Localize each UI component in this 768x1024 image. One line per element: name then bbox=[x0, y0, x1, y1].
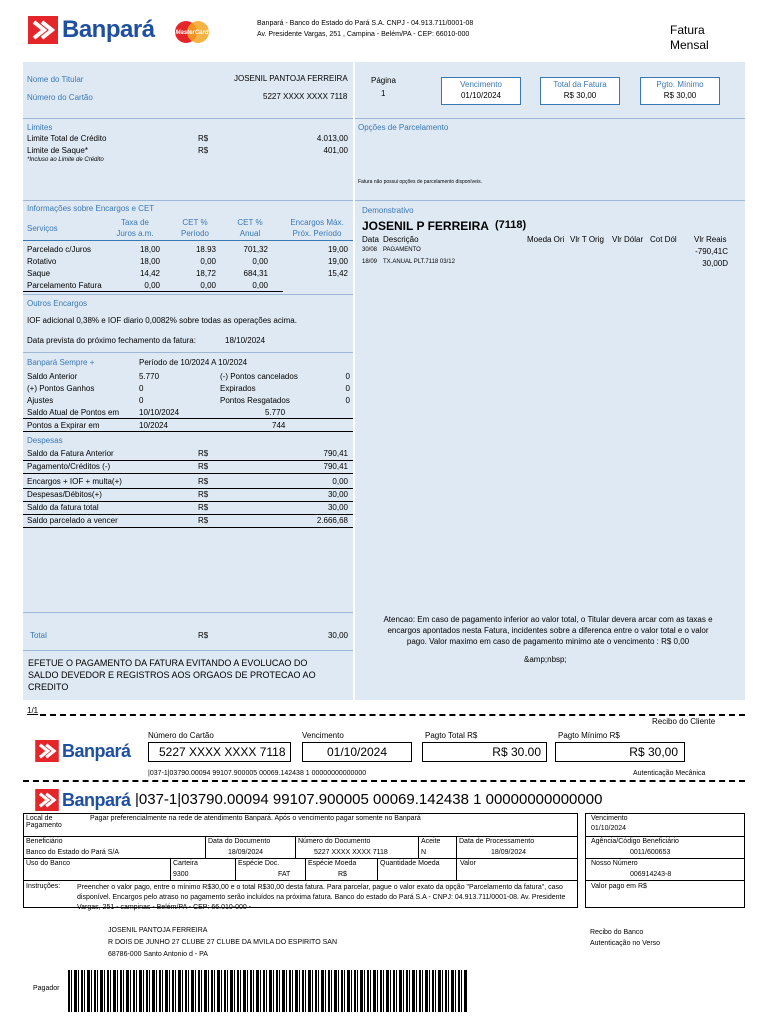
payer-address: R DOIS DE JUNHO 27 CLUBE 27 CLUBE DA MVILA DO ESPIRITO SAN bbox=[108, 939, 337, 946]
invoice-total-box bbox=[540, 77, 620, 105]
bank-receipt-label: Recibo do Banco bbox=[590, 929, 644, 936]
page-label: Página bbox=[371, 76, 396, 85]
payer-name: JOSENIL PANTOJA FERREIRA bbox=[108, 927, 208, 934]
installments-note: Fatura não possui opções de parcelamento disponíveis. bbox=[358, 179, 482, 185]
slip-local: Pagar preferencialmente na rede de atendimento Banpará. Após o vencimento pagar somente no Banpará bbox=[90, 815, 421, 822]
min-payment-label: Pgto. Mínimo bbox=[656, 80, 704, 89]
charge-cet-year: 684,31 bbox=[243, 269, 268, 278]
slip-due: 01/10/2024 bbox=[591, 825, 627, 832]
expense-label: Pagamento/Créditos (-) bbox=[27, 462, 111, 471]
auth-verso-label: Autenticação no Verso bbox=[590, 940, 661, 947]
due-date-box bbox=[441, 77, 521, 105]
points-prev: 5.770 bbox=[139, 372, 160, 381]
payment-warning-banner: EFETUE O PAGAMENTO DA FATURA EVITANDO A EVOLUCAO DO SALDO DEVEDOR E REGISTROS AOS ORGAOS DE PROTECAO AO CREDITO bbox=[28, 658, 316, 692]
credit-limit-value: 4.013,00 bbox=[316, 134, 348, 143]
charge-cet-period: 18.93 bbox=[195, 245, 216, 254]
banpara-logo-receipt: Banpará bbox=[35, 740, 131, 762]
slip-carteira: 9300 bbox=[173, 871, 189, 878]
barcode bbox=[68, 970, 468, 1012]
points-current: 5.770 bbox=[265, 408, 286, 417]
statement-date: 18/09 bbox=[362, 259, 378, 265]
max-charges-header-2: Próx. Período bbox=[292, 229, 342, 238]
slip-especie-moeda: R$ bbox=[338, 871, 347, 878]
slip-proc-date-label: Data de Processamento bbox=[459, 838, 535, 845]
points-earned-label: (+) Pontos Ganhos bbox=[27, 384, 95, 393]
charge-cet-period: 0,00 bbox=[200, 257, 216, 266]
points-expire-label: Pontos a Expirar em bbox=[27, 421, 100, 430]
payer-label: Pagador bbox=[33, 985, 60, 992]
statement-card: (7118) bbox=[495, 219, 527, 231]
closing-date-label: Data prevista do próximo fechamento da fatura: bbox=[27, 336, 196, 345]
withdraw-limit-value: 401,00 bbox=[323, 146, 348, 155]
points-earned: 0 bbox=[139, 384, 144, 393]
expense-label: Encargos + IOF + multa(+) bbox=[27, 477, 122, 486]
slip-paid-label: Valor pago em R$ bbox=[591, 883, 647, 890]
due-date-value: 01/10/2024 bbox=[460, 91, 502, 100]
bank-address-line2: Av. Presidente Vargas, 251 , Campina - Belém/PA - CEP: 66010-000 bbox=[257, 31, 470, 38]
banpara-logo-icon bbox=[35, 740, 59, 762]
slip-qty-label: Quantidade Moeda bbox=[380, 860, 440, 867]
slip-our-number: 006914243-8 bbox=[630, 871, 672, 878]
banpara-logo-slip: Banpará bbox=[35, 789, 131, 811]
closing-date: 18/10/2024 bbox=[225, 336, 266, 345]
statement-holder: JOSENIL P FERREIRA bbox=[362, 219, 489, 233]
expense-currency: R$ bbox=[198, 462, 209, 471]
banpara-logo-icon bbox=[35, 789, 59, 811]
slip-doc-number-label: Número do Documento bbox=[298, 838, 371, 845]
slip-agency: 0011/600653 bbox=[630, 849, 671, 856]
card-number: 5227 XXXX XXXX 7118 bbox=[263, 92, 348, 101]
max-charges-header-1: Encargos Máx. bbox=[290, 218, 344, 227]
points-expire: 744 bbox=[272, 421, 286, 430]
slip-benef: Banco do Estado do Pará S/A bbox=[26, 849, 120, 856]
payer-city: 68786-000 Santo Antonio d - PA bbox=[108, 951, 208, 958]
invoice-total-label: Total da Fatura bbox=[553, 80, 607, 89]
expense-value: 790,41 bbox=[323, 449, 348, 458]
slip-carteira-label: Carteira bbox=[173, 860, 198, 867]
slip-proc-date: 18/09/2024 bbox=[491, 849, 527, 856]
expense-currency: R$ bbox=[198, 490, 209, 499]
slip-doc-number: 5227 XXXX XXXX 7118 bbox=[314, 849, 388, 856]
statement-date-header: Data bbox=[362, 235, 379, 244]
receipt-total: R$ 30.00 bbox=[422, 742, 547, 762]
charge-rate: 18,00 bbox=[139, 245, 160, 254]
charges-title: Informações sobre Encargos e CET bbox=[27, 204, 155, 213]
expense-value: 0,00 bbox=[332, 477, 348, 486]
points-current-date: 10/10/2024 bbox=[139, 408, 180, 417]
min-payment-warning: Atencao: Em caso de pagamento inferior ao valor total, o Titular devera arcar com as taxas e encargos apontados nesta Fatura, incidentes sobre a diferenca entre o valor total e o valor pago. Valor maximo em caso de pagamento minimo ate o vencimento : R$ 0,00 bbox=[383, 615, 713, 646]
slip-especie-doc: FAT bbox=[278, 871, 291, 878]
slip-instructions: Preencher o valor pago, entre o mínimo R$30,00 e o total R$30,00 desta fatura. Para parcelar, pague o valor exato da opção "Parcelamento da fatura", caso disponível. Encargos pelo atraso no pagamento serão incluídos na próxima fatura. Banco do estado do Pará S.A - CNPJ: 04.913.711/0001-08. Av. Presidente Vargas, 251 - campinas - Belém/PA - CEP: 66.010-000 - bbox=[77, 884, 566, 911]
receipt-card-label: Número do Cartão bbox=[148, 731, 214, 740]
statement-currency-header: Moeda Ori bbox=[527, 235, 565, 244]
slip-especie-doc-label: Espécie Doc. bbox=[238, 860, 280, 867]
client-receipt-label: Recibo do Cliente bbox=[652, 717, 716, 726]
cet-year-header-2: Anual bbox=[239, 229, 261, 238]
slip-local-label: Local de Pagamento bbox=[26, 815, 62, 829]
due-date-label: Vencimento bbox=[460, 80, 502, 89]
charge-cet-period: 0,00 bbox=[200, 281, 216, 290]
expense-value: 30,00 bbox=[327, 490, 348, 499]
slip-aceite-label: Aceite bbox=[421, 838, 441, 845]
points-period: Período de 10/2024 A 10/2024 bbox=[139, 358, 248, 367]
charge-service: Parcelamento Fatura bbox=[27, 281, 102, 290]
expense-value: 790,41 bbox=[323, 462, 348, 471]
statement-title: Demonstrativo bbox=[362, 206, 414, 215]
receipt-due-label: Vencimento bbox=[302, 731, 344, 740]
services-header: Serviços bbox=[27, 224, 58, 233]
points-expired-label: Expirados bbox=[220, 384, 256, 393]
mastercard-label: MasterCard bbox=[175, 30, 209, 36]
credit-limit-currency: R$ bbox=[198, 134, 209, 143]
slip-benef-label: Beneficiário bbox=[26, 838, 63, 845]
credit-limit-label: Limite Total de Crédito bbox=[27, 134, 107, 143]
min-payment-value: R$ 30,00 bbox=[663, 91, 697, 100]
points-expire-date: 10/2024 bbox=[139, 421, 168, 430]
expense-currency: R$ bbox=[198, 503, 209, 512]
charge-cet-year: 701,32 bbox=[243, 245, 268, 254]
expense-label: Saldo parcelado a vencer bbox=[27, 516, 118, 525]
slip-value-label: Valor bbox=[460, 860, 476, 867]
charge-service: Saque bbox=[27, 269, 51, 278]
slip-digitable-line: |037-1|03790.00094 99107.900005 00069.142438 1 00000000000000 bbox=[135, 791, 603, 808]
total-currency: R$ bbox=[198, 631, 209, 640]
page-fraction: 1/1 bbox=[27, 706, 39, 715]
points-current-label: Saldo Atual de Pontos em bbox=[27, 408, 120, 417]
statement-rate-header: Cot Dól bbox=[650, 235, 677, 244]
points-adjust: 0 bbox=[139, 396, 144, 405]
expenses-title: Despesas bbox=[27, 436, 63, 445]
banpara-logo-icon bbox=[28, 16, 58, 44]
points-cancelled: 0 bbox=[345, 372, 350, 381]
withdraw-limit-label: Limite de Saque* bbox=[27, 146, 88, 155]
charge-cet-year: 0,00 bbox=[252, 257, 268, 266]
slip-bank-use-label: Uso do Banco bbox=[26, 860, 70, 867]
rate-header-1: Taxa de bbox=[120, 218, 150, 227]
slip-especie-moeda-label: Espécie Moeda bbox=[308, 860, 357, 867]
cet-period-header-2: Período bbox=[180, 229, 210, 238]
points-prev-label: Saldo Anterior bbox=[27, 372, 78, 381]
statement-brl-header: Vlr Reais bbox=[694, 235, 727, 244]
charge-cet-year: 0,00 bbox=[252, 281, 268, 290]
charge-service: Parcelado c/Juros bbox=[27, 245, 92, 254]
charge-rate: 14,42 bbox=[139, 269, 160, 278]
slip-doc-date: 18/09/2024 bbox=[228, 849, 264, 856]
bank-address-line1: Banpará - Banco do Estado do Pará S.A. CNPJ - 04.913.711/0001-08 bbox=[257, 20, 474, 27]
installments-title: Opções de Parcelamento bbox=[358, 123, 449, 132]
holder-name-label: Nome do Titular bbox=[27, 75, 84, 84]
expense-currency: R$ bbox=[198, 477, 209, 486]
statement-orig-header: Vlr T Orig bbox=[570, 235, 604, 244]
receipt-auth-label: Autenticação Mecânica bbox=[633, 770, 706, 777]
card-number-label: Número do Cartão bbox=[27, 93, 93, 102]
other-charges-title: Outros Encargos bbox=[27, 299, 88, 308]
receipt-min: R$ 30,00 bbox=[555, 742, 685, 762]
total-value: 30,00 bbox=[327, 631, 348, 640]
cet-period-header-1: CET % bbox=[182, 218, 208, 227]
invoice-total-value: R$ 30,00 bbox=[563, 91, 597, 100]
expense-value: 2.666,68 bbox=[316, 516, 348, 525]
receipt-total-label: Pagto Total R$ bbox=[425, 731, 478, 740]
banpara-logo: Banpará bbox=[28, 16, 155, 44]
charge-cet-period: 18,72 bbox=[195, 269, 216, 278]
expense-value: 30,00 bbox=[327, 503, 348, 512]
statement-date: 30/08 bbox=[362, 247, 378, 253]
iof-text: IOF adicional 0,38% e IOF diario 0,0082% sobre todas as operações acima. bbox=[27, 316, 297, 325]
doc-title-2: Mensal bbox=[670, 38, 709, 52]
right-panel bbox=[355, 62, 745, 700]
expense-label: Despesas/Débitos(+) bbox=[27, 490, 102, 499]
page-number: 1 bbox=[381, 89, 386, 98]
receipt-due: 01/10/2024 bbox=[302, 742, 412, 762]
withdraw-limit-currency: R$ bbox=[198, 146, 209, 155]
slip-agency-label: Agência/Código Beneficiário bbox=[591, 838, 679, 845]
limits-title: Limites bbox=[27, 123, 53, 132]
rate-header-2: Juros a.m. bbox=[116, 229, 154, 238]
doc-title-1: Fatura bbox=[670, 23, 705, 37]
points-redeemed-label: Pontos Resgatados bbox=[220, 396, 290, 405]
slip-aceite: N bbox=[421, 849, 427, 856]
statement-desc: PAGAMENTO bbox=[383, 247, 421, 253]
charge-max: 15,42 bbox=[327, 269, 348, 278]
slip-due-label: Vencimento bbox=[591, 815, 628, 822]
limit-note: *Incluso ao Limite de Crédito bbox=[27, 157, 104, 163]
points-cancelled-label: (-) Pontos cancelados bbox=[220, 372, 298, 381]
expense-label: Saldo da fatura total bbox=[27, 503, 99, 512]
statement-value: 30,00D bbox=[702, 259, 728, 268]
points-title: Banpará Sempre + bbox=[27, 358, 95, 367]
statement-value: -790,41C bbox=[695, 247, 728, 256]
slip-doc-date-label: Data do Documento bbox=[208, 838, 271, 845]
cet-year-header-1: CET % bbox=[237, 218, 263, 227]
total-label: Total bbox=[30, 631, 47, 640]
receipt-card: 5227 XXXX XXXX 7118 bbox=[148, 742, 291, 762]
charge-max: 19,00 bbox=[327, 257, 348, 266]
expense-currency: R$ bbox=[198, 449, 209, 458]
slip-instructions-label: Instruções: bbox=[26, 883, 61, 890]
mastercard-logo bbox=[172, 20, 212, 44]
points-redeemed: 0 bbox=[345, 396, 350, 405]
charge-rate: 0,00 bbox=[144, 281, 160, 290]
expense-currency: R$ bbox=[198, 516, 209, 525]
statement-desc-header: Descrição bbox=[383, 235, 419, 244]
charge-max: 19,00 bbox=[327, 245, 348, 254]
charge-rate: 18,00 bbox=[139, 257, 160, 266]
points-adjust-label: Ajustes bbox=[27, 396, 54, 405]
points-expired: 0 bbox=[345, 384, 350, 393]
receipt-min-label: Pagto Mínimo R$ bbox=[558, 731, 620, 740]
expense-label: Saldo da Fatura Anterior bbox=[27, 449, 114, 458]
receipt-digitable-line: |037-1|03790.00094 99107.900005 00069.142438 1 00000000000000 bbox=[148, 770, 367, 777]
min-payment-box bbox=[640, 77, 720, 105]
statement-dollar-header: Vlr Dólar bbox=[612, 235, 644, 244]
slip-our-number-label: Nosso Número bbox=[591, 860, 638, 867]
charge-service: Rotativo bbox=[27, 257, 57, 266]
nbsp-text: &amp;nbsp; bbox=[524, 655, 567, 664]
holder-name: JOSENIL PANTOJA FERREIRA bbox=[234, 74, 348, 83]
statement-desc: TX.ANUAL PLT.7118 03/12 bbox=[383, 259, 455, 265]
